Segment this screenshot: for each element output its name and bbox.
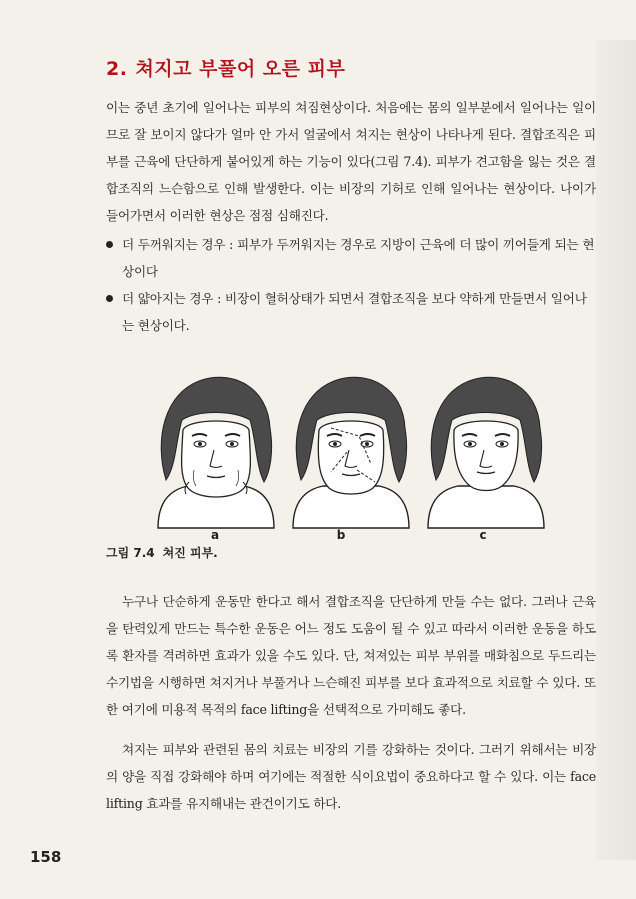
page-number: 158 [30, 848, 62, 866]
figure-caption [106, 544, 218, 561]
body-paragraph-1: 누구나 단순하게 운동만 한다고 해서 결합조직을 단단하게 만들 수는 없다. 그러나 근육을 탄력있게 만드는 특수한 운동은 어느 정도 도움이 될 수 있고 따라서 이러한 운동을 하도록 환자를 격려하면 효과가 있을 수도 있다. 단, 쳐져있는 피부 부위를 매화침으로 두드리는 수기법을 시행하면 쳐지거나 부풀거나 느슨해진 피부를 보다 효과적으로 치료할 수 있다. 또한 여기에 미용적 목적의 face lifting을 선택적으로 가미해도 좋다. [106, 594, 596, 717]
bullet-list [106, 231, 598, 339]
section-number: 2. [106, 58, 128, 80]
figure-label-b: b [336, 528, 346, 542]
section-title: 쳐지고 부풀어 오른 피부 [135, 58, 346, 80]
bullet-item [106, 231, 598, 285]
figure-label-c: c [479, 528, 487, 542]
caption-number: 그림 7.4 [106, 546, 155, 560]
caption-text: 쳐진 피부. [162, 546, 218, 560]
bleed-through-shadow [596, 40, 636, 860]
bullet-text: 더 두꺼워지는 경우 : 피부가 두꺼워지는 경우로 지방이 근육에 더 많이 끼어들게 되는 현상이다 [122, 237, 595, 279]
bullet-item [106, 285, 598, 339]
bullet-icon [106, 295, 113, 302]
figure-label-a: a [210, 528, 220, 542]
face-b [293, 377, 409, 528]
body-paragraph-2: 쳐지는 피부와 관련된 몸의 치료는 비장의 기를 강화하는 것이다. 그러기 위해서는 비장의 양을 직접 강화해야 하며 여기에는 적절한 식이요법이 중요하다고 할 수 있다. 이는 face lifting 효과를 유지해내는 관건이기도 하다. [106, 742, 596, 811]
face-c [428, 377, 544, 528]
face-illustration [146, 370, 546, 545]
bullet-text: 더 얇아지는 경우 : 비장이 혈허상태가 되면서 결합조직을 보다 약하게 만들면서 일어나는 현상이다. [122, 291, 587, 333]
intro-paragraph: 이는 중년 초기에 일어나는 피부의 쳐짐현상이다. 처음에는 몸의 일부분에서 일어나는 일이므로 잘 보이지 않다가 얼마 안 가서 얼굴에서 쳐지는 현상이 나타나게 된다. 결합조직은 피부를 근육에 단단하게 붙어있게 하는 기능이 있다(그림 7.4). 피부가 견고함을 잃는 것은 결합조직의 느슨함으로 인해 발생한다. 이는 비장의 기허로 인해 일어나는 현상이다. 나이가 들어가면서 이러한 현상은 점점 심해진다. [106, 100, 596, 223]
face-a [158, 377, 274, 528]
bullet-icon [106, 241, 113, 248]
section-heading [106, 54, 345, 81]
faces-svg [146, 370, 546, 530]
